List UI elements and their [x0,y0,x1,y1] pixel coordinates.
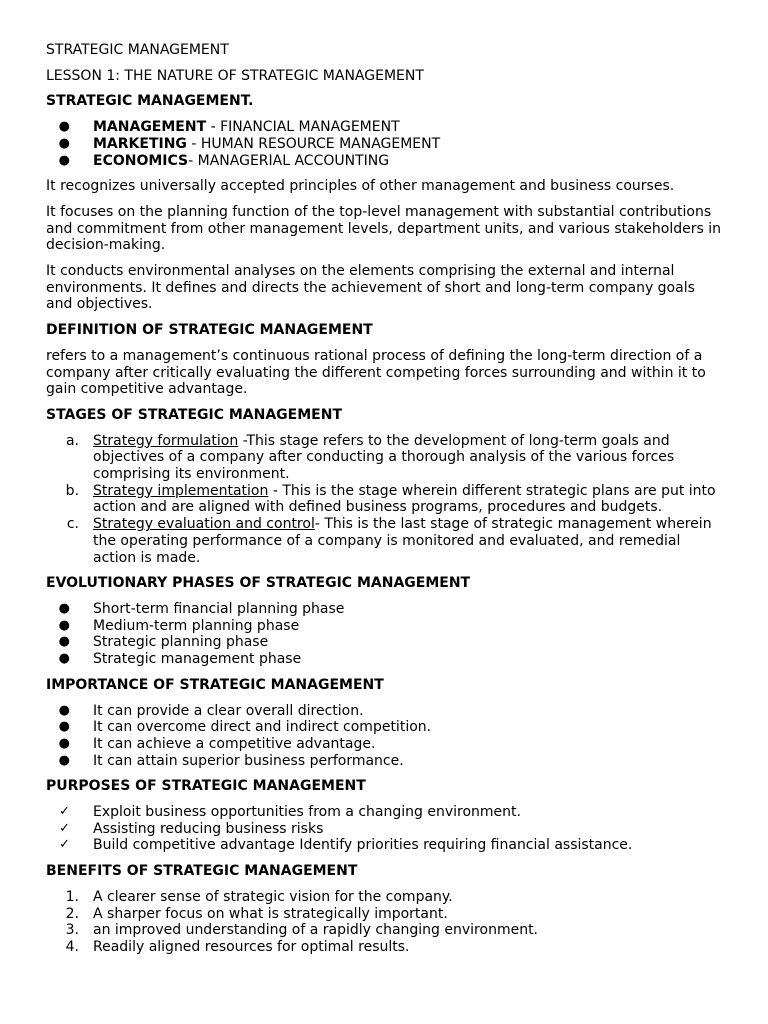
bullet-icon: ● [58,651,70,667]
bullet-icon: ● [58,735,70,751]
bullet-icon: ● [58,600,70,616]
checkmark-icon: ✓ [59,804,70,820]
definition-paragraph: refers to a management’s continuous rational process of defining the long-term direction of a company after critically evaluating the different competing forces surrounding and within it to gain competitive advantage. [46,347,706,398]
bullet-icon: ● [58,617,70,633]
list-item: 4. Readily aligned resources for optimal results. [65,938,410,955]
section-heading-purposes: PURPOSES OF STRATEGIC MANAGEMENT [46,778,366,795]
list-item: ● Strategic planning phase [46,634,722,651]
list-item: ✓ Assisting reducing business risks [46,821,722,838]
list-item: ● It can provide a clear overall direction. [46,703,722,720]
bullet-icon: ● [58,752,70,768]
list-item: ● ECONOMICS- MANAGERIAL ACCOUNTING [46,153,722,170]
list-item: ● MARKETING - HUMAN RESOURCE MANAGEMENT [46,136,722,153]
benefits-list [46,889,722,956]
list-item: ● It can achieve a competitive advantage. [46,736,722,753]
checkmark-icon: ✓ [59,837,70,853]
list-item: ✓ Build competitive advantage Identify priorities requiring financial assistance. [46,837,722,854]
bullet-icon: ● [58,634,70,650]
purposes-list [46,804,722,854]
list-item: 2. A sharper focus on what is strategically important. [65,905,448,922]
section-heading-stages: STAGES OF STRATEGIC MANAGEMENT [46,406,342,423]
list-item: 1. A clearer sense of strategic vision for the company. [65,888,453,905]
section-heading-definition: DEFINITION OF STRATEGIC MANAGEMENT [46,322,373,339]
list-item: ● Short-term financial planning phase [46,601,722,618]
list-item: c. Strategy evaluation and control- This is the last stage of strategic management wherein the operating performance of a company is monitored and evaluated, and remedial action is made. [66,516,712,566]
bullet-icon: ● [58,702,70,718]
section-heading-benefits: BENEFITS OF STRATEGIC MANAGEMENT [46,863,358,880]
list-item: ● It can attain superior business performance. [46,753,722,770]
bullet-icon: ● [58,152,70,168]
section-heading-strategic-management: STRATEGIC MANAGEMENT. [46,93,254,110]
section-heading-evolutionary-phases: EVOLUTIONARY PHASES OF STRATEGIC MANAGEMENT [46,575,471,592]
paragraph: It conducts environmental analyses on the elements comprising the external and internal environments. It defines and directs the achievement of short and long-term company goals and objectives. [46,263,695,313]
lesson-title: LESSON 1: THE NATURE OF STRATEGIC MANAGEMENT [46,67,424,84]
paragraph: It focuses on the planning function of the top-level management with substantial contributions and commitment from other management levels, department units, and various stakeholders in decision-making. [46,203,722,254]
list-item: ● It can overcome direct and indirect competition. [46,719,722,736]
list-item: ● Medium-term planning phase [46,618,722,635]
bullet-icon: ● [58,119,70,135]
section-heading-importance: IMPORTANCE OF STRATEGIC MANAGEMENT [46,676,384,693]
document-title: STRATEGIC MANAGEMENT [46,42,229,58]
list-item: 3. an improved understanding of a rapidly changing environment. [65,922,539,939]
evolution-list [46,601,722,668]
importance-list [46,703,722,770]
checkmark-icon: ✓ [59,820,70,836]
list-item: ✓ Exploit business opportunities from a changing environment. [46,804,722,821]
list-item: a. Strategy formulation -This stage refers to the development of long-term goals and objectives of a company after conducting a thorough analysis of the various forces comprising its environment. [65,432,675,483]
list-item: ● MANAGEMENT - FINANCIAL MANAGEMENT [46,119,722,136]
bullet-icon: ● [58,719,70,735]
list-item: ● Strategic management phase [46,651,722,668]
list-item: b. Strategy implementation - This is the stage wherein different strategic plans are put into action and are aligned with defined business programs, procedures and budgets. [65,482,716,516]
stages-list [46,433,722,567]
related-courses-list [46,119,722,169]
paragraph: It recognizes universally accepted principles of other management and business courses. [46,178,675,195]
bullet-icon: ● [58,135,70,151]
